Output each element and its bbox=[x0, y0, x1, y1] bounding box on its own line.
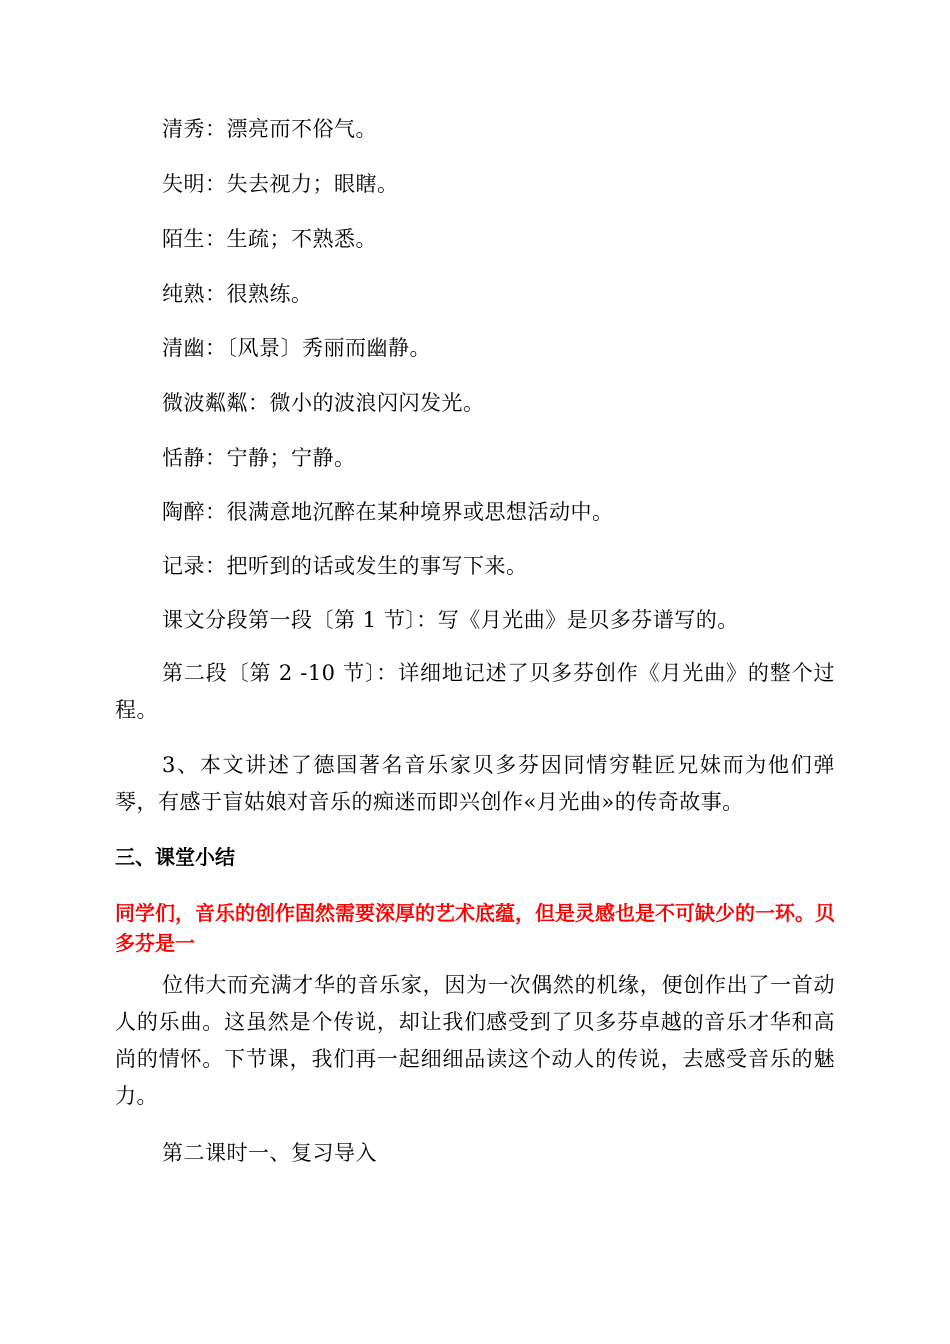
next-lesson: 第二课时一、复习导入 bbox=[162, 1141, 377, 1165]
vocab-item-qingyou: 清幽：〔风景〕秀丽而幽静。 bbox=[162, 336, 431, 360]
summary-point: 3、本文讲述了德国著名音乐家贝多芬因同情穷鞋匠兄妹而为他们弹琴，有感于盲姑娘对音乐的痴迷而即兴创作«月光曲»的传奇故事。 bbox=[115, 753, 835, 814]
highlight-text: 同学们，音乐的创作固然需要深厚的艺术底蕴，但是灵感也是不可缺少的一环。贝多芬是一 bbox=[115, 901, 835, 955]
vocab-item-tianjing: 恬静：宁静；宁静。 bbox=[162, 446, 356, 470]
closing-paragraph: 位伟大而充满才华的音乐家，因为一次偶然的机缘，便创作出了一首动人的乐曲。这虽然是个传说，却让我们感受到了贝多芬卓越的音乐才华和高尚的情怀。下节课，我们再一起细细品读这个动人的传说，去感受音乐的魅力。 bbox=[115, 973, 835, 1108]
section-heading: 三、课堂小结 bbox=[115, 845, 235, 869]
vocab-item-taozui: 陶醉：很满意地沉醉在某种境界或思想活动中。 bbox=[162, 500, 614, 524]
vocab-item-chunshu: 纯熟：很熟练。 bbox=[162, 282, 313, 306]
vocab-item-qingxiu: 清秀：漂亮而不俗气。 bbox=[162, 117, 377, 141]
vocab-item-shiming: 失明：失去视力；眼瞎。 bbox=[162, 172, 399, 196]
segment-first: 课文分段第一段〔第 1 节〕：写《月光曲》是贝多芬谱写的。 bbox=[162, 608, 739, 632]
vocab-item-mosheng: 陌生：生疏；不熟悉。 bbox=[162, 227, 377, 251]
segment-second: 第二段〔第 2 -10 节〕：详细地记述了贝多芬创作《月光曲》的整个过程。 bbox=[115, 661, 835, 722]
vocab-item-jilu: 记录：把听到的话或发生的事写下来。 bbox=[162, 554, 528, 578]
vocab-item-weibolinlin: 微波粼粼：微小的波浪闪闪发光。 bbox=[162, 391, 485, 415]
